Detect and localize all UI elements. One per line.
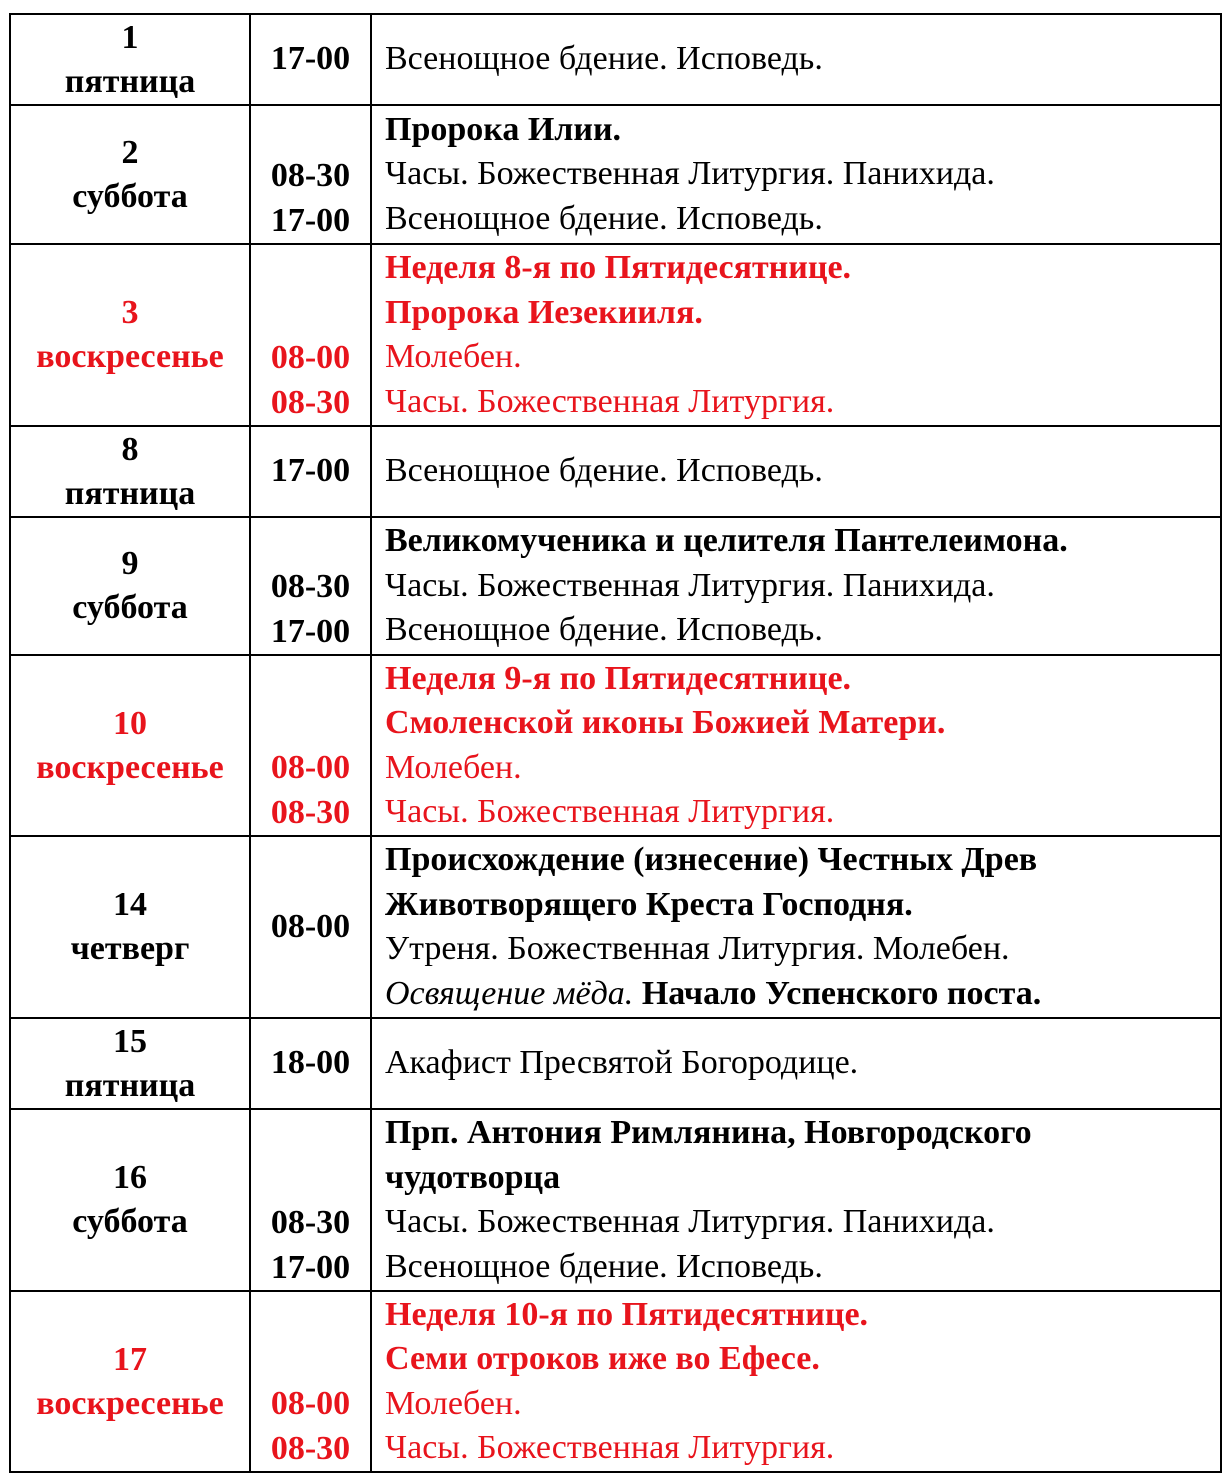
- day-number: 3: [121, 294, 139, 331]
- service-time: 08-30: [270, 1204, 351, 1241]
- weekday-label: воскресенье: [36, 748, 224, 786]
- honey-blessing-note: Освящение мёда.: [385, 974, 634, 1012]
- service-description: Молебен.: [385, 748, 522, 786]
- service-description: Всенощное бдение. Исповедь.: [385, 452, 823, 490]
- feast-title: Великомученика и целителя Пантелеимона.: [385, 522, 1068, 560]
- schedule-row: [10, 1291, 1221, 1472]
- service-description: Часы. Божественная Литургия.: [385, 1429, 835, 1466]
- feast-title: чудотворца: [385, 1158, 561, 1196]
- schedule-row: [10, 517, 1221, 655]
- service-description: Часы. Божественная Литургия.: [385, 382, 835, 420]
- feast-title: Смоленской иконы Божией Матери.: [385, 704, 946, 741]
- schedule-row: [10, 426, 1221, 517]
- date-cell: [10, 1291, 250, 1472]
- feast-title: Пророка Илии.: [385, 110, 622, 148]
- schedule-row: [10, 1109, 1221, 1291]
- time-cell: [250, 1291, 371, 1472]
- fast-start-note: Начало Успенского поста.: [641, 974, 1042, 1012]
- service-time: 08-00: [270, 749, 351, 786]
- schedule-row: [10, 655, 1221, 836]
- service-time: 08-30: [270, 383, 351, 421]
- service-time: 08-00: [270, 907, 351, 945]
- weekday-label: суббота: [72, 177, 188, 215]
- feast-title: Семи отроков иже во Ефесе.: [385, 1340, 820, 1377]
- date-cell: [10, 1018, 250, 1109]
- service-time: 08-30: [270, 1429, 351, 1467]
- events-cell: [371, 1018, 1221, 1109]
- events-cell: [371, 1109, 1221, 1291]
- weekday-label: пятница: [64, 474, 196, 512]
- feast-title: Прп. Антония Римлянина, Новгородского: [385, 1114, 1032, 1151]
- time-cell: [250, 105, 371, 244]
- time-cell: [250, 1109, 371, 1291]
- service-description: Часы. Божественная Литургия. Панихида.: [385, 1203, 995, 1240]
- feast-title: Животворящего Креста Господня.: [385, 885, 913, 923]
- service-description: [385, 972, 1220, 1017]
- service-description: Всенощное бдение. Исповедь.: [385, 40, 823, 78]
- day-number: 16: [113, 1159, 147, 1196]
- schedule-row: [10, 1018, 1221, 1109]
- day-number: 10: [113, 704, 147, 742]
- weekday-label: воскресенье: [36, 1384, 224, 1422]
- date-cell: [10, 1109, 250, 1291]
- service-time: 17-00: [270, 1248, 351, 1286]
- day-number: 15: [113, 1022, 147, 1060]
- day-number: 1: [121, 18, 139, 56]
- time-cell: [250, 244, 371, 426]
- schedule-table: [9, 13, 1222, 1473]
- time-cell: [250, 426, 371, 517]
- events-cell: [371, 14, 1221, 105]
- service-description: Акафист Пресвятой Богородице.: [385, 1044, 859, 1082]
- day-number: 2: [121, 133, 139, 171]
- day-number: 9: [121, 545, 139, 582]
- schedule-row: [10, 105, 1221, 244]
- weekday-label: пятница: [64, 1066, 196, 1104]
- schedule-row: [10, 14, 1221, 105]
- feast-title: Неделя 10-я по Пятидесятнице.: [385, 1295, 869, 1333]
- service-description: Всенощное бдение. Исповедь.: [385, 611, 823, 649]
- service-description: Часы. Божественная Литургия. Панихида.: [385, 566, 995, 604]
- service-time: 08-00: [270, 1385, 351, 1422]
- weekday-label: суббота: [72, 589, 188, 626]
- day-number: 17: [113, 1340, 147, 1378]
- service-time: 18-00: [270, 1044, 351, 1082]
- schedule-row: [10, 836, 1221, 1018]
- feast-title: Пророка Иезекииля.: [385, 293, 703, 331]
- service-description: Утреня. Божественная Литургия. Молебен.: [385, 930, 1010, 967]
- schedule-row: [10, 244, 1221, 426]
- service-time: 17-00: [270, 452, 351, 490]
- service-time: 17-00: [270, 201, 351, 239]
- weekday-label: суббота: [72, 1203, 188, 1240]
- events-cell: [371, 426, 1221, 517]
- events-cell: [371, 836, 1221, 1018]
- weekday-label: воскресенье: [36, 338, 224, 375]
- service-description: Часы. Божественная Литургия. Панихида.: [385, 155, 995, 193]
- service-description: Молебен.: [385, 1384, 522, 1422]
- service-time: 08-00: [270, 339, 351, 376]
- events-cell: [371, 655, 1221, 836]
- text-separator: [633, 975, 642, 1012]
- events-cell: [371, 1291, 1221, 1472]
- date-cell: [10, 426, 250, 517]
- date-cell: [10, 655, 250, 836]
- day-number: 14: [113, 886, 147, 923]
- service-description: Всенощное бдение. Исповедь.: [385, 1247, 823, 1285]
- service-description: Молебен.: [385, 338, 522, 375]
- date-cell: [10, 836, 250, 1018]
- service-description: Всенощное бдение. Исповедь.: [385, 199, 823, 237]
- feast-title: Неделя 9-я по Пятидесятнице.: [385, 659, 852, 697]
- feast-title: Происхождение (изнесение) Честных Древ: [385, 841, 1038, 878]
- date-cell: [10, 244, 250, 426]
- day-number: 8: [121, 430, 139, 468]
- events-cell: [371, 105, 1221, 244]
- weekday-label: четверг: [70, 930, 190, 967]
- events-cell: [371, 517, 1221, 655]
- weekday-label: пятница: [64, 62, 196, 100]
- time-cell: [250, 655, 371, 836]
- service-time: 17-00: [270, 612, 351, 650]
- date-cell: [10, 105, 250, 244]
- date-cell: [10, 14, 250, 105]
- events-cell: [371, 244, 1221, 426]
- service-time: 08-30: [270, 157, 351, 194]
- time-cell: [250, 1018, 371, 1109]
- service-time: 08-30: [270, 568, 351, 605]
- service-time: 17-00: [270, 40, 351, 78]
- time-cell: [250, 14, 371, 105]
- time-cell: [250, 836, 371, 1018]
- date-cell: [10, 517, 250, 655]
- schedule-body: [10, 14, 1221, 1472]
- service-description: Часы. Божественная Литургия.: [385, 793, 835, 830]
- service-time: 08-30: [270, 793, 351, 831]
- time-cell: [250, 517, 371, 655]
- feast-title: Неделя 8-я по Пятидесятнице.: [385, 249, 852, 286]
